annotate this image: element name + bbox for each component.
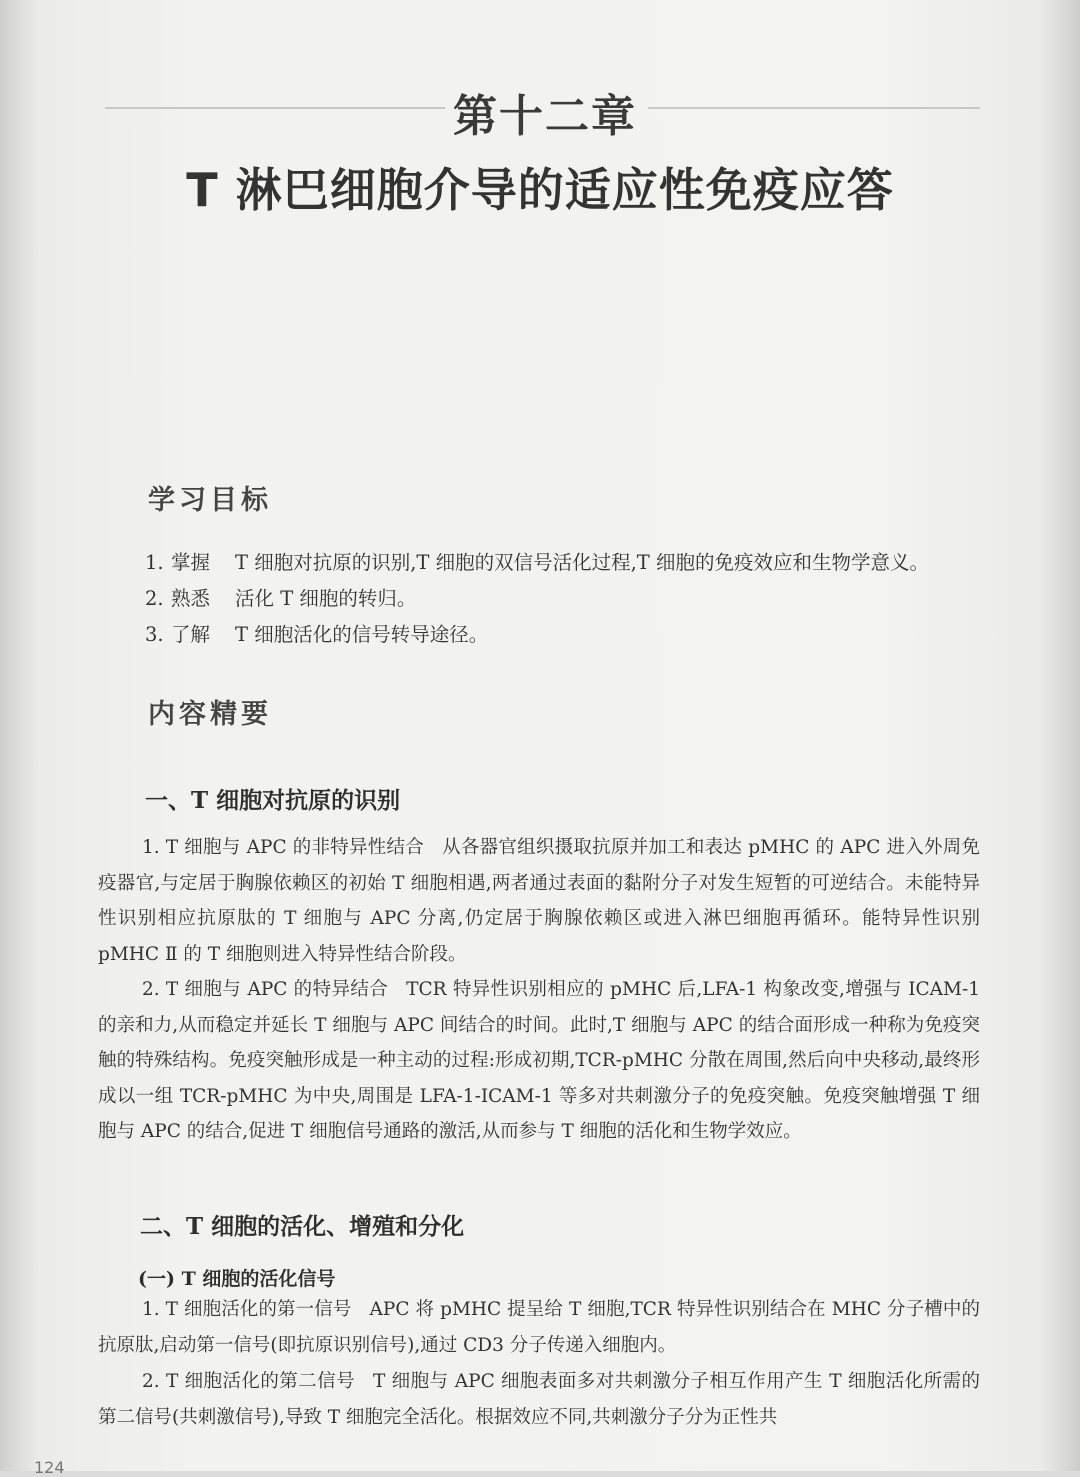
- objective-text: 活化 T 细胞的转归。: [235, 587, 417, 610]
- paragraph-second-signal: [98, 1364, 980, 1435]
- subsection-heading-activation-signals: (一) T 细胞的活化信号: [138, 1268, 336, 1290]
- title-rule-left: [105, 107, 445, 109]
- summary-heading: 内容精要: [148, 699, 272, 730]
- paragraph-text: APC 将 pMHC 提呈给 T 细胞,TCR 特异性识别结合在 MHC 分子槽中的抗原肽,启动第一信号(即抗原识别信号),通过 CD3 分子传递入细胞内。: [98, 1299, 980, 1356]
- paragraph-text: T 细胞与 APC 细胞表面多对共刺激分子相互作用产生 T 细胞活化所需的第二信号(共刺激信号),导致 T 细胞完全活化。根据效应不同,共刺激分子分为正性共: [98, 1371, 980, 1428]
- objective-item: [145, 581, 985, 617]
- objective-item: [145, 617, 985, 653]
- objectives-heading: 学习目标: [148, 485, 272, 516]
- objective-label: 掌握: [171, 551, 211, 574]
- chapter-title: T 淋巴细胞介导的适应性免疫应答: [186, 163, 894, 217]
- paragraph-nonspecific-binding: [98, 830, 980, 972]
- section-heading-activation: 二、T 细胞的活化、增殖和分化: [140, 1213, 465, 1240]
- objective-text: T 细胞活化的信号转导途径。: [235, 623, 489, 646]
- page-number: 124: [34, 1458, 65, 1477]
- paragraph-text: 从各器官组织摄取抗原并加工和表达 pMHC 的 APC 进入外周免疫器官,与定居于胸腺依赖区的初始 T 细胞相遇,两者通过表面的黏附分子对发生短暂的可逆结合。未能特异性识别相应抗原肽的 T 细胞与 APC 分离,仍定居于胸腺依赖区或进入淋巴细胞再循环。能特异性识别 pMHC Ⅱ 的 T 细胞则进入特异性结合阶段。: [98, 837, 981, 965]
- paragraph-lead: 1. T 细胞活化的第一信号: [142, 1299, 352, 1320]
- objective-number: 3.: [145, 623, 164, 646]
- title-rule-right: [648, 107, 980, 109]
- paragraph-specific-binding: [98, 972, 980, 1150]
- objective-label: 了解: [171, 623, 211, 646]
- paragraph-first-signal: [98, 1292, 980, 1363]
- paragraph-text: TCR 特异性识别相应的 pMHC 后,LFA-1 构象改变,增强与 ICAM-1 的亲和力,从而稳定并延长 T 细胞与 APC 间结合的时间。此时,T 细胞与 APC 的结合面形成一种称为免疫突触的特殊结构。免疫突触形成是一种主动的过程:形成初期,TCR-pMHC 分散在周围,然后向中央移动,最终形成以一组 TCR-pMHC 为中央,周围是 LFA-1-ICAM-1 等多对共刺激分子的免疫突触。免疫突触增强 T 细胞与 APC 的结合,促进 T 细胞信号通路的激活,从而参与 T 细胞的活化和生物学效应。: [98, 979, 980, 1143]
- objective-number: 2.: [145, 587, 164, 610]
- objective-text: T 细胞对抗原的识别,T 细胞的双信号活化过程,T 细胞的免疫效应和生物学意义。: [235, 551, 930, 574]
- section-heading-antigen-recognition: 一、T 细胞对抗原的识别: [145, 787, 401, 814]
- paragraph-lead: 1. T 细胞与 APC 的非特异性结合: [142, 837, 425, 858]
- objectives-list: [145, 545, 985, 653]
- chapter-number: 第十二章: [453, 91, 637, 142]
- objective-item: [145, 545, 985, 581]
- paragraph-lead: 2. T 细胞活化的第二信号: [142, 1371, 356, 1392]
- paragraph-lead: 2. T 细胞与 APC 的特异结合: [142, 979, 389, 1000]
- objective-label: 熟悉: [171, 587, 211, 610]
- objective-number: 1.: [145, 551, 164, 574]
